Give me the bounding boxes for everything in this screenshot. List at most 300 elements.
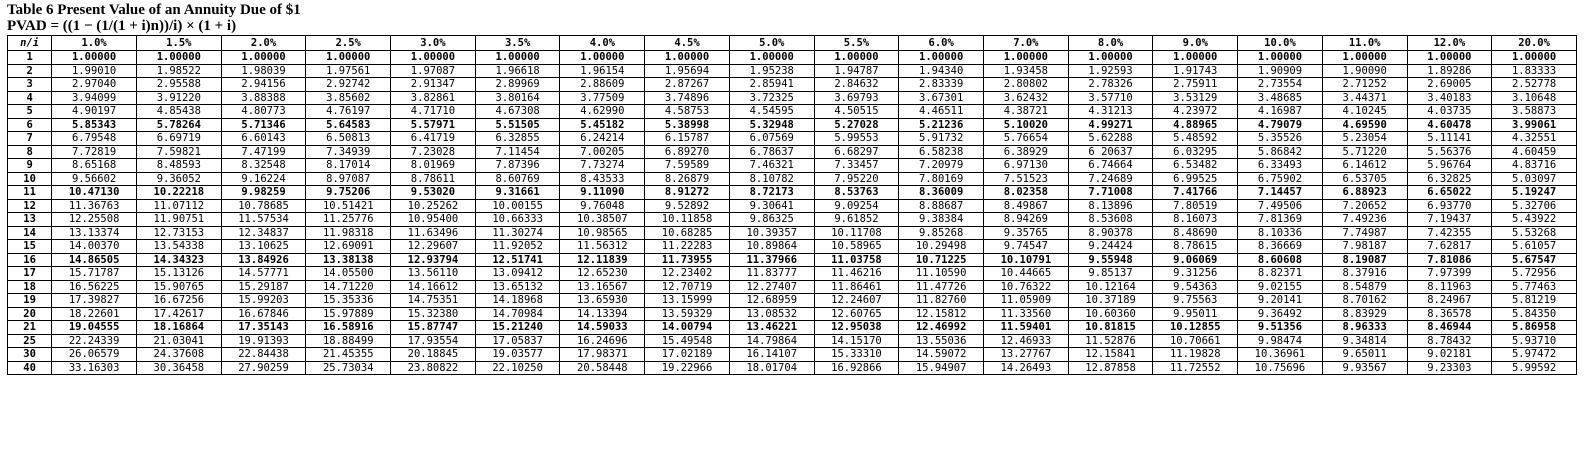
table-cell: 15.32380 [391, 307, 476, 321]
table-cell: 10.39357 [729, 226, 814, 240]
table-cell: 18.88499 [306, 334, 391, 348]
table-cell: 3.69793 [814, 91, 899, 105]
table-cell: 14.79864 [729, 334, 814, 348]
table-cell: 12.93794 [391, 253, 476, 267]
table-cell: 13.56110 [391, 267, 476, 281]
table-cell: 8.83929 [1322, 307, 1407, 321]
table-cell: 4.10245 [1322, 105, 1407, 119]
table-cell: 6.53482 [1153, 159, 1238, 173]
table-cell: 12.27407 [729, 280, 814, 294]
table-cell: 10.60360 [1068, 307, 1153, 321]
table-cell: 4.69590 [1322, 118, 1407, 132]
column-header: 12.0% [1407, 36, 1492, 51]
table-cell: 6.97130 [984, 159, 1069, 173]
table-cell: 6.41719 [391, 132, 476, 146]
table-cell: 6.32855 [475, 132, 560, 146]
table-row [8, 361, 1577, 375]
table-cell: 4.79079 [1238, 118, 1323, 132]
table-cell: 10.70661 [1153, 334, 1238, 348]
table-cell: 5.97472 [1492, 348, 1577, 362]
table-cell: 9.74547 [984, 240, 1069, 254]
table-cell: 15.90765 [136, 280, 221, 294]
table-cell: 3.80164 [475, 91, 560, 105]
table-cell: 5.57971 [391, 118, 476, 132]
table-cell: 8.53608 [1068, 213, 1153, 227]
table-cell: 8.88687 [899, 199, 984, 213]
table-cell: 9.09254 [814, 199, 899, 213]
table-cell: 6.74664 [1068, 159, 1153, 173]
table-cell: 3.91220 [136, 91, 221, 105]
table-cell: 23.80822 [391, 361, 476, 375]
table-row [8, 213, 1577, 227]
table-cell: 9.31256 [1153, 267, 1238, 281]
table-cell: 3.72325 [729, 91, 814, 105]
table-cell: 10.66333 [475, 213, 560, 227]
table-cell: 8.78611 [391, 172, 476, 186]
table-cell: 3.10648 [1492, 91, 1577, 105]
row-period-label: 13 [8, 213, 52, 227]
table-cell: 4.99271 [1068, 118, 1153, 132]
table-cell: 12.46933 [984, 334, 1069, 348]
table-cell: 5.85343 [52, 118, 137, 132]
table-cell: 9.20141 [1238, 294, 1323, 308]
table-cell: 12.25508 [52, 213, 137, 227]
table-cell: 7.19437 [1407, 213, 1492, 227]
table-cell: 16.67846 [221, 307, 306, 321]
table-cell: 6.33493 [1238, 159, 1323, 173]
table-cell: 6.38929 [984, 145, 1069, 159]
table-cell: 14.18968 [475, 294, 560, 308]
row-period-label: 17 [8, 267, 52, 281]
table-cell: 7.59821 [136, 145, 221, 159]
table-cell: 11.05909 [984, 294, 1069, 308]
table-cell: 4.38721 [984, 105, 1069, 119]
table-cell: 25.73034 [306, 361, 391, 375]
table-row [8, 118, 1577, 132]
table-cell: 9.75563 [1153, 294, 1238, 308]
table-cell: 2.83339 [899, 78, 984, 92]
table-cell: 3.74896 [645, 91, 730, 105]
table-cell: 10.38507 [560, 213, 645, 227]
column-header: 9.0% [1153, 36, 1238, 51]
table-cell: 7.34939 [306, 145, 391, 159]
table-cell: 5.43922 [1492, 213, 1577, 227]
table-cell: 1.92593 [1068, 64, 1153, 78]
table-cell: 13.27767 [984, 348, 1069, 362]
table-cell: 4.32551 [1492, 132, 1577, 146]
annuity-table [7, 35, 1577, 375]
table-cell: 2.88609 [560, 78, 645, 92]
table-cell: 5.56376 [1407, 145, 1492, 159]
table-cell: 8.60608 [1238, 253, 1323, 267]
table-cell: 8.78432 [1407, 334, 1492, 348]
row-period-label: 20 [8, 307, 52, 321]
table-cell: 10.25262 [391, 199, 476, 213]
table-cell: 7.20979 [899, 159, 984, 173]
table-cell: 8.36669 [1238, 240, 1323, 254]
table-cell: 1.00000 [984, 51, 1069, 65]
table-cell: 1.95238 [729, 64, 814, 78]
table-cell: 3.99061 [1492, 118, 1577, 132]
table-cell: 2.97040 [52, 78, 137, 92]
table-cell: 2.94156 [221, 78, 306, 92]
table-cell: 8.32548 [221, 159, 306, 173]
table-cell: 9.65011 [1322, 348, 1407, 362]
table-row [8, 307, 1577, 321]
table-cell: 14.13394 [560, 307, 645, 321]
table-body [8, 51, 1577, 375]
table-cell: 6.60143 [221, 132, 306, 146]
table-row [8, 280, 1577, 294]
table-cell: 3.88388 [221, 91, 306, 105]
table-cell: 7.20652 [1322, 199, 1407, 213]
table-cell: 10.11708 [814, 226, 899, 240]
table-cell: 12.60765 [814, 307, 899, 321]
table-cell: 10.12855 [1153, 321, 1238, 335]
table-cell: 1.00000 [645, 51, 730, 65]
table-cell: 9.75206 [306, 186, 391, 200]
table-cell: 5.78264 [136, 118, 221, 132]
column-header: 5.5% [814, 36, 899, 51]
table-cell: 9.31661 [475, 186, 560, 200]
table-cell: 13.16567 [560, 280, 645, 294]
table-cell: 5.38998 [645, 118, 730, 132]
table-cell: 1.00000 [729, 51, 814, 65]
table-cell: 5.48592 [1153, 132, 1238, 146]
table-cell: 9.98259 [221, 186, 306, 200]
table-cell: 14.34323 [136, 253, 221, 267]
table-cell: 11.03758 [814, 253, 899, 267]
table-cell: 8.36009 [899, 186, 984, 200]
table-cell: 10.11858 [645, 213, 730, 227]
table-cell: 5.99553 [814, 132, 899, 146]
table-cell: 7.81086 [1407, 253, 1492, 267]
table-cell: 11.90751 [136, 213, 221, 227]
table-cell: 4.60459 [1492, 145, 1577, 159]
table-cell: 7.97399 [1407, 267, 1492, 281]
column-header: 4.5% [645, 36, 730, 51]
table-cell: 5.84350 [1492, 307, 1577, 321]
table-cell: 7.51523 [984, 172, 1069, 186]
table-cell: 12.51741 [475, 253, 560, 267]
table-cell: 11.98318 [306, 226, 391, 240]
table-cell: 13.59329 [645, 307, 730, 321]
table-cell: 7.59589 [645, 159, 730, 173]
table-cell: 7.74987 [1322, 226, 1407, 240]
table-row [8, 172, 1577, 186]
table-cell: 8.96333 [1322, 321, 1407, 335]
table-cell: 18.22601 [52, 307, 137, 321]
table-cell: 11.19828 [1153, 348, 1238, 362]
table-cell: 8.82371 [1238, 267, 1323, 281]
table-cell: 14.16612 [391, 280, 476, 294]
row-period-label: 3 [8, 78, 52, 92]
table-cell: 15.71787 [52, 267, 137, 281]
table-cell: 4.88965 [1153, 118, 1238, 132]
table-cell: 13.46221 [729, 321, 814, 335]
table-cell: 8.48593 [136, 159, 221, 173]
table-cell: 13.38138 [306, 253, 391, 267]
table-cell: 13.13374 [52, 226, 137, 240]
table-cell: 9.36052 [136, 172, 221, 186]
table-cell: 7.73274 [560, 159, 645, 173]
table-cell: 3.82861 [391, 91, 476, 105]
table-cell: 11.10590 [899, 267, 984, 281]
document-page [7, 2, 1577, 375]
table-cell: 7.14457 [1238, 186, 1323, 200]
table-cell: 1.00000 [1492, 51, 1577, 65]
table-cell: 11.36763 [52, 199, 137, 213]
table-cell: 4.31213 [1068, 105, 1153, 119]
table-cell: 15.33310 [814, 348, 899, 362]
table-row [8, 226, 1577, 240]
table-cell: 7.33457 [814, 159, 899, 173]
table-cell: 8.49867 [984, 199, 1069, 213]
table-cell: 10.89864 [729, 240, 814, 254]
table-cell: 11.25776 [306, 213, 391, 227]
table-cell: 33.16303 [52, 361, 137, 375]
table-cell: 6.99525 [1153, 172, 1238, 186]
table-cell: 10.78685 [221, 199, 306, 213]
table-cell: 5.32948 [729, 118, 814, 132]
table-cell: 13.65132 [475, 280, 560, 294]
table-cell: 1.90909 [1238, 64, 1323, 78]
table-cell: 21.03041 [136, 334, 221, 348]
table-cell: 16.58916 [306, 321, 391, 335]
table-cell: 5.03097 [1492, 172, 1577, 186]
table-cell: 15.13126 [136, 267, 221, 281]
table-cell: 8.13896 [1068, 199, 1153, 213]
table-cell: 12.46992 [899, 321, 984, 335]
table-cell: 13.84926 [221, 253, 306, 267]
table-cell: 6.93770 [1407, 199, 1492, 213]
table-cell: 9.61852 [814, 213, 899, 227]
table-cell: 4.67308 [475, 105, 560, 119]
table-cell: 5.62288 [1068, 132, 1153, 146]
table-cell: 1.99010 [52, 64, 137, 78]
table-cell: 1.83333 [1492, 64, 1577, 78]
table-cell: 15.97889 [306, 307, 391, 321]
table-cell: 5.61057 [1492, 240, 1577, 254]
table-cell: 3.85602 [306, 91, 391, 105]
table-cell: 10.98565 [560, 226, 645, 240]
table-cell: 6.78637 [729, 145, 814, 159]
table-cell: 1.00000 [1322, 51, 1407, 65]
table-cell: 13.65930 [560, 294, 645, 308]
table-cell: 12.15812 [899, 307, 984, 321]
table-row [8, 240, 1577, 254]
row-period-label: 14 [8, 226, 52, 240]
table-cell: 8.02358 [984, 186, 1069, 200]
table-cell: 2.75911 [1153, 78, 1238, 92]
table-cell: 9.16224 [221, 172, 306, 186]
table-cell: 4.71710 [391, 105, 476, 119]
table-cell: 8.11963 [1407, 280, 1492, 294]
table-cell: 8.60769 [475, 172, 560, 186]
row-period-label: 7 [8, 132, 52, 146]
table-cell: 5.19247 [1492, 186, 1577, 200]
table-cell: 15.49548 [645, 334, 730, 348]
table-row [8, 348, 1577, 362]
table-cell: 27.90259 [221, 361, 306, 375]
table-cell: 10.00155 [475, 199, 560, 213]
table-cell: 12.68959 [729, 294, 814, 308]
table-cell: 9.76048 [560, 199, 645, 213]
table-cell: 8.26879 [645, 172, 730, 186]
table-cell: 4.60478 [1407, 118, 1492, 132]
table-cell: 1.97561 [306, 64, 391, 78]
table-cell: 22.24339 [52, 334, 137, 348]
column-header: 11.0% [1322, 36, 1407, 51]
table-cell: 5.35526 [1238, 132, 1323, 146]
table-cell: 8.46944 [1407, 321, 1492, 335]
table-title: Table 6 Present Value of an Annuity Due of $1 [7, 2, 301, 18]
table-cell: 5.53268 [1492, 226, 1577, 240]
table-cell: 5.21236 [899, 118, 984, 132]
table-cell: 9.98474 [1238, 334, 1323, 348]
table-cell: 10.68285 [645, 226, 730, 240]
table-cell: 3.58873 [1492, 105, 1577, 119]
table-cell: 7.42355 [1407, 226, 1492, 240]
table-row [8, 51, 1577, 65]
column-header: 8.0% [1068, 36, 1153, 51]
row-period-label: 4 [8, 91, 52, 105]
table-cell: 8.24967 [1407, 294, 1492, 308]
table-cell: 1.89286 [1407, 64, 1492, 78]
table-cell: 11.86461 [814, 280, 899, 294]
table-cell: 30.36458 [136, 361, 221, 375]
table-cell: 1.00000 [136, 51, 221, 65]
table-cell: 10.12164 [1068, 280, 1153, 294]
row-period-label: 1 [8, 51, 52, 65]
table-cell: 13.54338 [136, 240, 221, 254]
table-cell: 1.00000 [1068, 51, 1153, 65]
table-row [8, 334, 1577, 348]
table-cell: 14.86505 [52, 253, 137, 267]
table-cell: 9.24424 [1068, 240, 1153, 254]
row-period-label: 9 [8, 159, 52, 173]
table-cell: 6.68297 [814, 145, 899, 159]
table-cell: 12.29607 [391, 240, 476, 254]
table-cell: 1.90090 [1322, 64, 1407, 78]
table-cell: 1.00000 [475, 51, 560, 65]
table-cell: 10.71225 [899, 253, 984, 267]
table-cell: 1.00000 [1238, 51, 1323, 65]
table-cell: 9.53020 [391, 186, 476, 200]
table-cell: 17.35143 [221, 321, 306, 335]
table-cell: 7.71008 [1068, 186, 1153, 200]
table-cell: 10.51421 [306, 199, 391, 213]
column-header: 10.0% [1238, 36, 1323, 51]
row-period-label: 5 [8, 105, 52, 119]
table-cell: 18.01704 [729, 361, 814, 375]
table-cell: 7.49236 [1322, 213, 1407, 227]
table-cell: 16.14107 [729, 348, 814, 362]
table-cell: 8.10782 [729, 172, 814, 186]
table-cell: 19.03577 [475, 348, 560, 362]
table-cell: 6.65022 [1407, 186, 1492, 200]
table-row [8, 199, 1577, 213]
table-cell: 14.05500 [306, 267, 391, 281]
table-cell: 9.36492 [1238, 307, 1323, 321]
column-header: 6.0% [899, 36, 984, 51]
table-cell: 8.70162 [1322, 294, 1407, 308]
table-cell: 1.00000 [1153, 51, 1238, 65]
table-cell: 8.97087 [306, 172, 391, 186]
table-cell: 3.77509 [560, 91, 645, 105]
table-cell: 6.50813 [306, 132, 391, 146]
table-cell: 2.85941 [729, 78, 814, 92]
table-cell: 6.75902 [1238, 172, 1323, 186]
row-period-label: 30 [8, 348, 52, 362]
table-cell: 12.95038 [814, 321, 899, 335]
table-cell: 6.69719 [136, 132, 221, 146]
row-period-label: 11 [8, 186, 52, 200]
table-cell: 19.22966 [645, 361, 730, 375]
row-period-label: 10 [8, 172, 52, 186]
table-cell: 1.00000 [814, 51, 899, 65]
table-cell: 5.64583 [306, 118, 391, 132]
table-cell: 2.84632 [814, 78, 899, 92]
table-cell: 6.88923 [1322, 186, 1407, 200]
table-cell: 6.07569 [729, 132, 814, 146]
table-cell: 11.30274 [475, 226, 560, 240]
row-period-label: 25 [8, 334, 52, 348]
column-header: 2.0% [221, 36, 306, 51]
table-cell: 6.14612 [1322, 159, 1407, 173]
table-cell: 10.10791 [984, 253, 1069, 267]
column-header: 1.0% [52, 36, 137, 51]
table-cell: 4.54595 [729, 105, 814, 119]
table-cell: 5.72956 [1492, 267, 1577, 281]
table-cell: 11.47726 [899, 280, 984, 294]
table-cell: 7.11454 [475, 145, 560, 159]
table-cell: 10.29498 [899, 240, 984, 254]
table-cell: 8.01969 [391, 159, 476, 173]
table-cell: 9.55948 [1068, 253, 1153, 267]
table-cell: 15.21240 [475, 321, 560, 335]
table-cell: 4.46511 [899, 105, 984, 119]
table-cell: 8.91272 [645, 186, 730, 200]
table-header-row [8, 36, 1577, 51]
table-cell: 12.70719 [645, 280, 730, 294]
table-cell: 9.02155 [1238, 280, 1323, 294]
table-cell: 3.62432 [984, 91, 1069, 105]
table-cell: 5.51505 [475, 118, 560, 132]
table-cell: 20.58448 [560, 361, 645, 375]
table-cell: 4.80773 [221, 105, 306, 119]
table-cell: 8.53763 [814, 186, 899, 200]
table-cell: 20.18845 [391, 348, 476, 362]
table-cell: 13.55036 [899, 334, 984, 348]
table-cell: 7.87396 [475, 159, 560, 173]
row-period-label: 12 [8, 199, 52, 213]
table-cell: 10.95400 [391, 213, 476, 227]
table-cell: 11.92052 [475, 240, 560, 254]
table-cell: 15.99203 [221, 294, 306, 308]
table-cell: 12.34837 [221, 226, 306, 240]
table-cell: 11.63496 [391, 226, 476, 240]
table-cell: 7.41766 [1153, 186, 1238, 200]
table-cell: 10.37189 [1068, 294, 1153, 308]
table-cell: 5.86842 [1238, 145, 1323, 159]
table-cell: 19.91393 [221, 334, 306, 348]
table-cell: 9.35765 [984, 226, 1069, 240]
table-cell: 14.75351 [391, 294, 476, 308]
table-cell: 10.44665 [984, 267, 1069, 281]
table-cell: 13.08532 [729, 307, 814, 321]
table-cell: 2.87267 [645, 78, 730, 92]
